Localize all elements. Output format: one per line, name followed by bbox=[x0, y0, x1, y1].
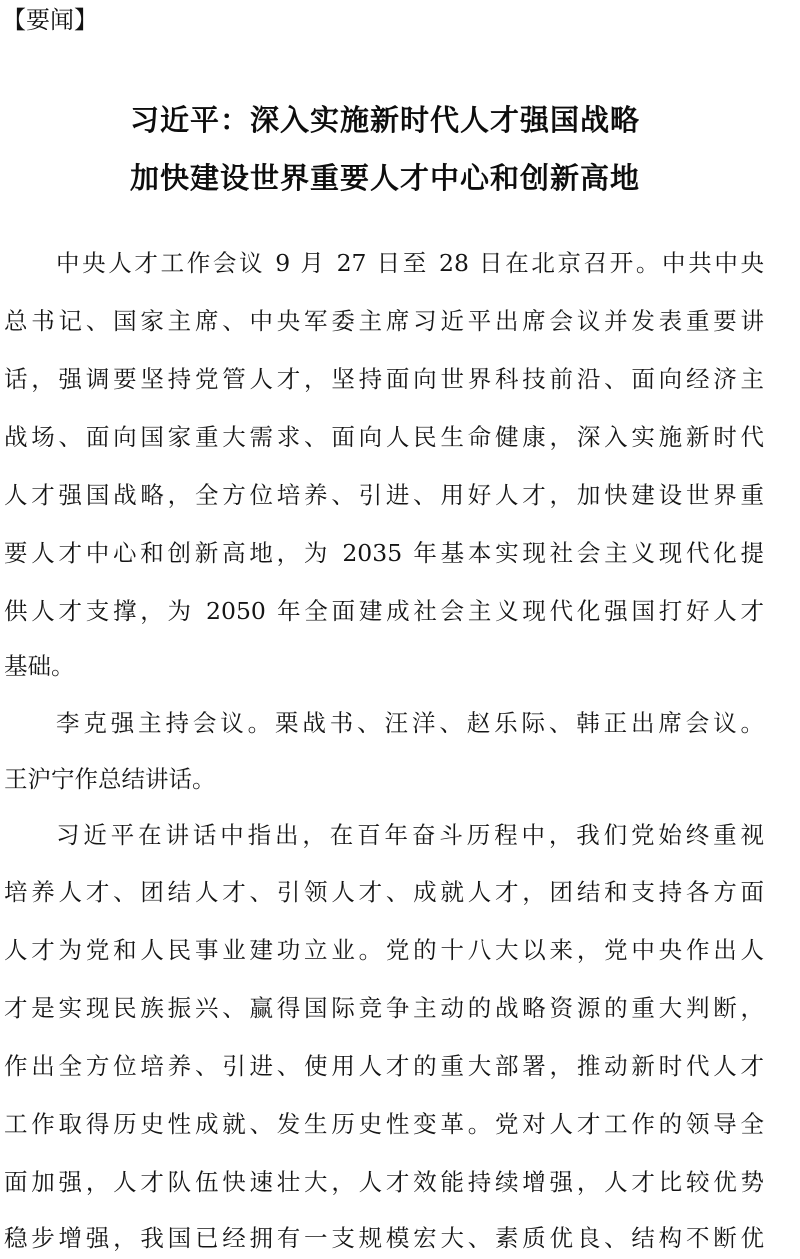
headline-line-2: 加快建设世界重要人才中心和创新高地 bbox=[129, 161, 640, 195]
paragraph-line: 战场、面向国家重大需求、面向人民生命健康，深入实施新时代 bbox=[4, 423, 764, 451]
paragraph-line: 李克强主持会议。栗战书、汪洋、赵乐际、韩正出席会议。 bbox=[56, 709, 764, 737]
paragraph-line: 习近平在讲话中指出，在百年奋斗历程中，我们党始终重视 bbox=[56, 821, 764, 849]
headline-line-1: 习近平：深入实施新时代人才强国战略 bbox=[129, 103, 640, 137]
paragraph-line: 稳步增强，我国已经拥有一支规模宏大、素质优良、结构不断优 bbox=[4, 1224, 764, 1252]
paragraph-line: 面加强，人才队伍快速壮大，人才效能持续增强，人才比较优势 bbox=[4, 1168, 764, 1196]
paragraph-line: 培养人才、团结人才、引领人才、成就人才，团结和支持各方面 bbox=[4, 878, 764, 906]
paragraph-line: 工作取得历史性成就、发生历史性变革。党对人才工作的领导全 bbox=[4, 1110, 764, 1138]
paragraph-line: 基础。 bbox=[4, 652, 75, 680]
paragraph-line: 要人才中心和创新高地，为 2035 年基本实现社会主义现代化提 bbox=[4, 539, 764, 567]
paragraph-line: 话，强调要坚持党管人才，坚持面向世界科技前沿、面向经济主 bbox=[4, 365, 764, 393]
paragraph-line: 作出全方位培养、引进、使用人才的重大部署，推动新时代人才 bbox=[4, 1052, 764, 1080]
paragraph-line: 人才为党和人民事业建功立业。党的十八大以来，党中央作出人 bbox=[4, 936, 764, 964]
section-tag: 【要闻】 bbox=[2, 6, 98, 34]
paragraph-line: 才是实现民族振兴、赢得国际竞争主动的战略资源的重大判断， bbox=[4, 994, 764, 1022]
paragraph-line: 供人才支撑，为 2050 年全面建成社会主义现代化强国打好人才 bbox=[4, 597, 764, 625]
paragraph-line: 中央人才工作会议 9 月 27 日至 28 日在北京召开。中共中央 bbox=[56, 249, 764, 277]
paragraph-line: 总书记、国家主席、中央军委主席习近平出席会议并发表重要讲 bbox=[4, 307, 764, 335]
paragraph-line: 王沪宁作总结讲话。 bbox=[4, 765, 216, 793]
paragraph-line: 人才强国战略，全方位培养、引进、用好人才，加快建设世界重 bbox=[4, 481, 764, 509]
